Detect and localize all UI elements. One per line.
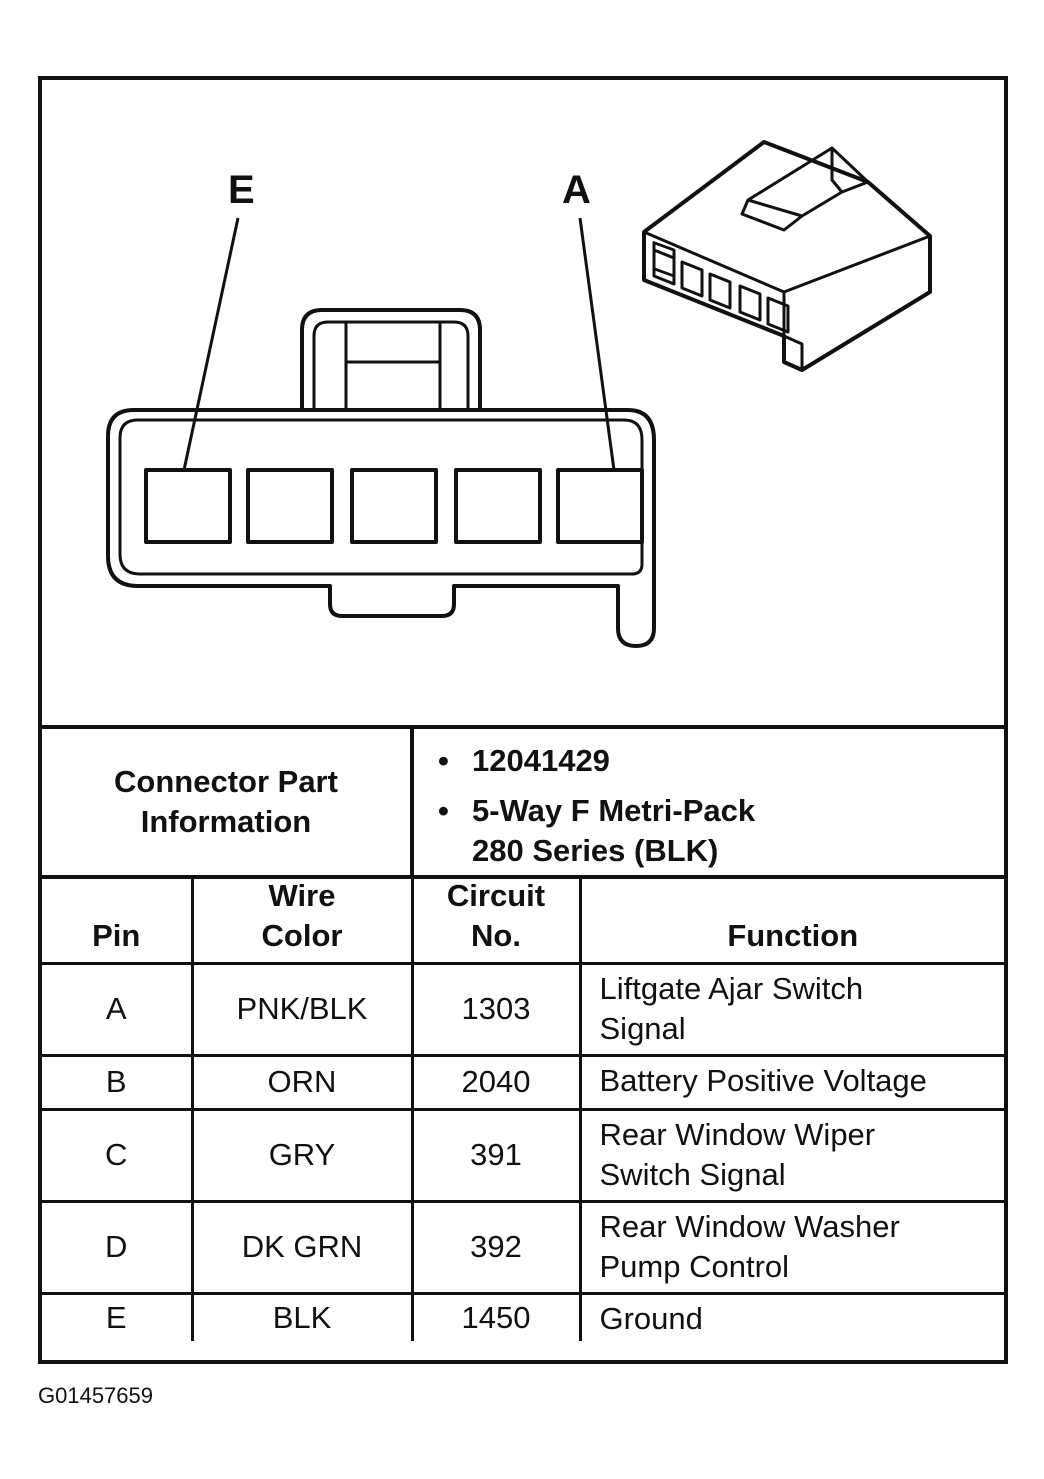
pin-cavity-e — [146, 470, 230, 542]
connector-latch — [302, 310, 480, 410]
isometric-connector — [644, 142, 930, 370]
circuit-cell: 392 — [412, 1201, 580, 1293]
table-row — [42, 1201, 1004, 1293]
wire-color-cell: DK GRN — [192, 1201, 412, 1293]
diagram-frame — [38, 76, 1008, 1364]
function-cell: Liftgate Ajar Switch Signal — [580, 963, 1004, 1055]
connector-illustration — [42, 80, 1004, 725]
connector-info-label — [42, 729, 414, 875]
function-cell: Rear Window Wiper Switch Signal — [580, 1109, 1004, 1201]
function-cell: Battery Positive Voltage — [580, 1055, 1004, 1109]
circuit-cell: 2040 — [412, 1055, 580, 1109]
table-row — [42, 963, 1004, 1055]
description-item — [438, 791, 756, 871]
connector-info-label-line2: Information — [140, 804, 312, 839]
description-line2: 280 Series (BLK) — [472, 833, 719, 868]
wire-color-cell: GRY — [192, 1109, 412, 1201]
pin-cell: C — [42, 1109, 192, 1201]
function-cell: Rear Window Washer Pump Control — [580, 1201, 1004, 1293]
connector-part-info — [42, 725, 1004, 879]
pin-cell: B — [42, 1055, 192, 1109]
header-wire-color: Wire Color — [192, 875, 412, 963]
pin-cavity-b — [456, 470, 540, 542]
bullet-icon: • — [438, 793, 449, 828]
circuit-cell: 1450 — [412, 1293, 580, 1341]
connector-body-inner — [120, 420, 642, 574]
part-number: 12041429 — [472, 743, 610, 778]
callout-label-a: A — [562, 168, 591, 212]
description-line1: 5-Way F Metri-Pack — [472, 793, 756, 828]
pin-cavity-a — [558, 470, 642, 542]
table-row — [42, 1293, 1004, 1341]
table-header-row — [42, 875, 1004, 963]
connector-info-label-line1: Connector Part — [114, 764, 338, 799]
pin-cavity-c — [352, 470, 436, 542]
connector-diagram — [42, 80, 1004, 725]
pin-cell: E — [42, 1293, 192, 1341]
header-circuit-no: Circuit No. — [412, 875, 580, 963]
pin-cavity-d — [248, 470, 332, 542]
bullet-icon: • — [438, 743, 449, 778]
pin-cell: A — [42, 963, 192, 1055]
callout-leader-a — [580, 218, 614, 470]
wire-color-cell: PNK/BLK — [192, 963, 412, 1055]
pinout-table — [42, 875, 1004, 1341]
table-row — [42, 1109, 1004, 1201]
wire-color-cell: ORN — [192, 1055, 412, 1109]
figure-id: G01457659 — [38, 1383, 153, 1408]
wire-color-cell: BLK — [192, 1293, 412, 1341]
pin-cell: D — [42, 1201, 192, 1293]
header-function: Function — [580, 875, 1004, 963]
callout-label-e: E — [228, 168, 255, 212]
header-pin: Pin — [42, 875, 192, 963]
circuit-cell: 391 — [412, 1109, 580, 1201]
circuit-cell: 1303 — [412, 963, 580, 1055]
part-number-item — [438, 741, 610, 781]
function-cell: Ground — [580, 1293, 1004, 1341]
callout-leader-e — [184, 218, 238, 470]
connector-info-details — [414, 729, 1004, 875]
table-row — [42, 1055, 1004, 1109]
